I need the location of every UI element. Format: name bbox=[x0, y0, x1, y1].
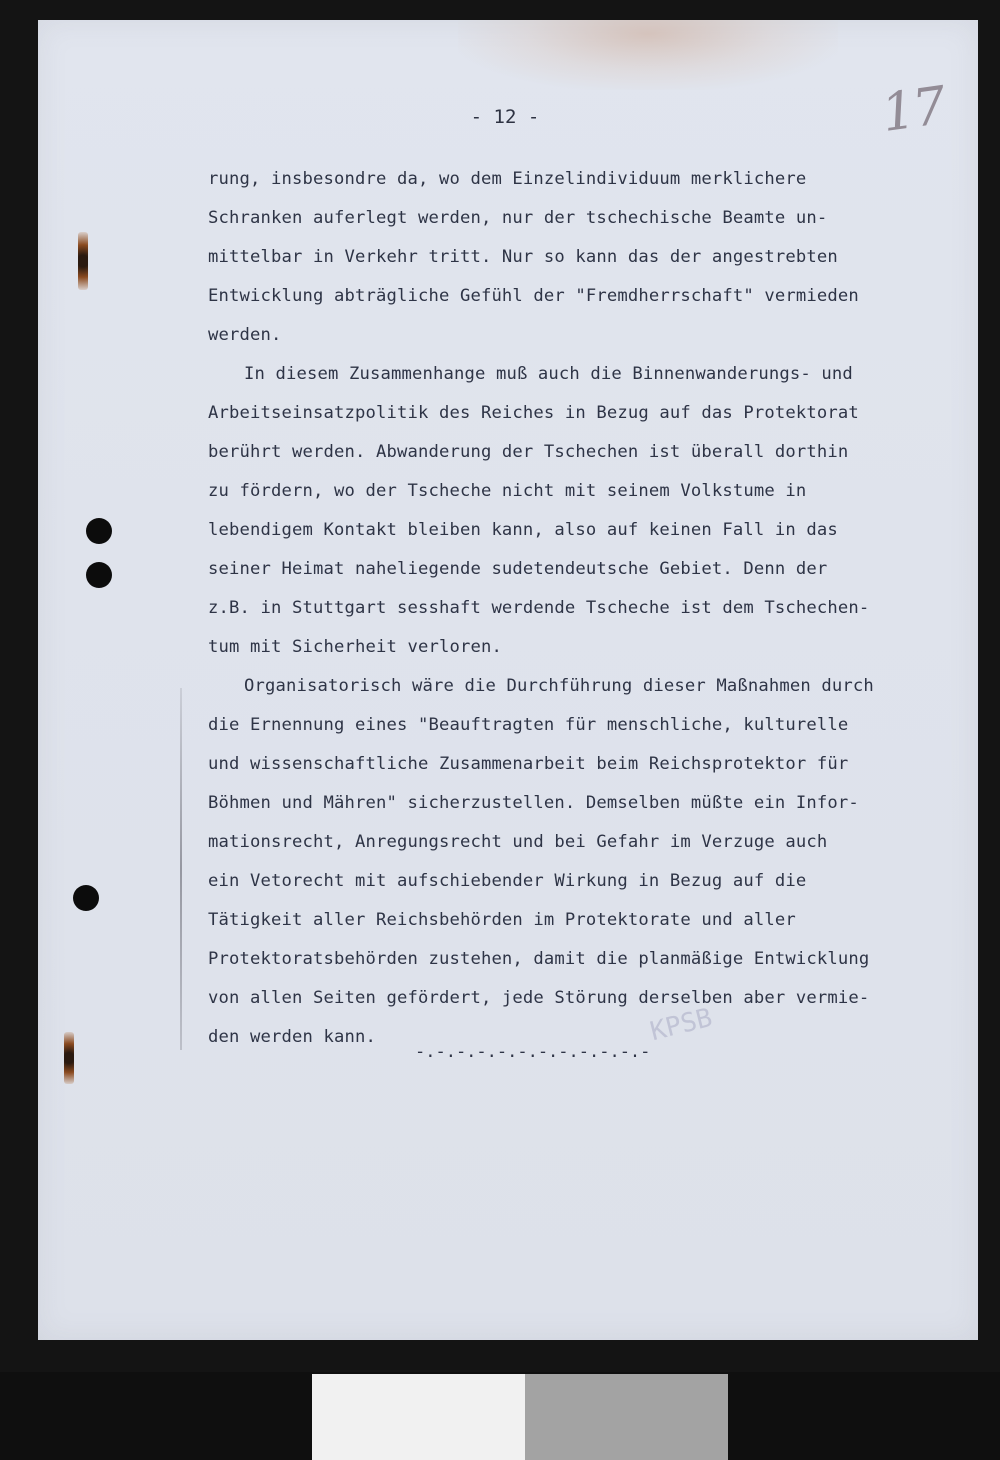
text-line: mationsrecht, Anregungsrecht und bei Gefahr im Verzuge auch bbox=[208, 832, 828, 852]
text-line: Organisatorisch wäre die Durchführung dieser Maßnahmen durch bbox=[244, 676, 874, 696]
text-line: den werden kann. bbox=[208, 1027, 376, 1047]
text-line: tum mit Sicherheit verloren. bbox=[208, 637, 502, 657]
text-line: werden. bbox=[208, 325, 282, 345]
calibration-white-patch bbox=[312, 1374, 525, 1460]
text-line: Böhmen und Mähren" sicherzustellen. Demselben müßte ein Infor- bbox=[208, 793, 859, 813]
text-line: Schranken auferlegt werden, nur der tschechische Beamte un- bbox=[208, 208, 828, 228]
calibration-grey-patch bbox=[525, 1374, 728, 1460]
closing-dash-rule: -.-.-.-.-.-.-.-.-.-.-.- bbox=[415, 1042, 651, 1062]
text-line: seiner Heimat naheliegende sudetendeutsche Gebiet. Denn der bbox=[208, 559, 828, 579]
text-line: Entwicklung abträgliche Gefühl der "Fremdherrschaft" vermieden bbox=[208, 286, 859, 306]
punch-hole bbox=[86, 518, 112, 544]
punch-hole bbox=[73, 885, 99, 911]
text-line: Tätigkeit aller Reichsbehörden im Protektorate und aller bbox=[208, 910, 796, 930]
text-line: Protektoratsbehörden zustehen, damit die planmäßige Entwicklung bbox=[208, 949, 870, 969]
text-line: ein Vetorecht mit aufschiebender Wirkung in Bezug auf die bbox=[208, 871, 807, 891]
text-line: Arbeitseinsatzpolitik des Reiches in Bezug auf das Protektorat bbox=[208, 403, 859, 423]
page-number bbox=[0, 106, 1000, 128]
staple-rust-mark bbox=[78, 232, 88, 290]
text-line: In diesem Zusammenhange muß auch die Binnenwanderungs- und bbox=[244, 364, 853, 384]
faint-archive-stamp: KPSB bbox=[647, 1002, 716, 1048]
water-stain bbox=[458, 20, 838, 90]
text-line: von allen Seiten gefördert, jede Störung derselben aber vermie- bbox=[208, 988, 870, 1008]
punch-hole bbox=[86, 562, 112, 588]
handwritten-folio-number: 17 bbox=[878, 75, 949, 145]
text-line: z.B. in Stuttgart sesshaft werdende Tscheche ist dem Tschechen- bbox=[208, 598, 870, 618]
pencil-margin-line bbox=[180, 688, 182, 1050]
typed-body-text bbox=[208, 160, 968, 1057]
text-line: zu fördern, wo der Tscheche nicht mit seinem Volkstume in bbox=[208, 481, 807, 501]
text-line: lebendigem Kontakt bleiben kann, also auf keinen Fall in das bbox=[208, 520, 838, 540]
staple-rust-mark bbox=[64, 1032, 74, 1084]
text-line: mittelbar in Verkehr tritt. Nur so kann das der angestrebten bbox=[208, 247, 838, 267]
text-line: die Ernennung eines "Beauftragten für menschliche, kulturelle bbox=[208, 715, 849, 735]
text-line: berührt werden. Abwanderung der Tschechen ist überall dorthin bbox=[208, 442, 849, 462]
page-number-text: - 12 - bbox=[470, 106, 540, 128]
text-line: rung, insbesondre da, wo dem Einzelindividuum merklichere bbox=[208, 169, 807, 189]
text-line: und wissenschaftliche Zusammenarbeit beim Reichsprotektor für bbox=[208, 754, 849, 774]
